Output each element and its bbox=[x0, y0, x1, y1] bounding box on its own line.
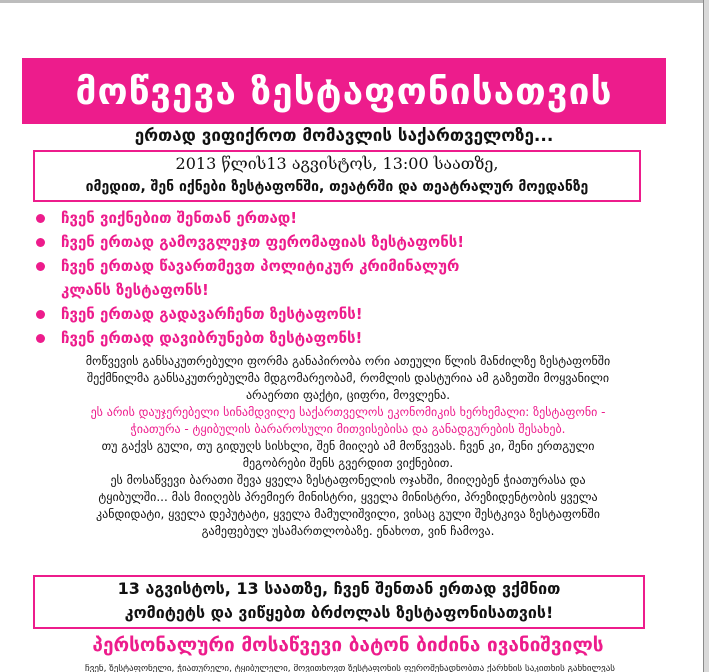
list-item bbox=[34, 206, 664, 230]
slogan-list bbox=[34, 206, 664, 350]
paragraph-line: ტყიბულში... მას მიიღებს პრემიერ მინისტრი, ყველა მინისტრი, პრეზიდენტობის ყველა bbox=[98, 490, 598, 504]
body-text bbox=[24, 353, 672, 540]
bullet-icon bbox=[36, 238, 45, 247]
list-item bbox=[34, 254, 664, 278]
slogan-text: ჩვენ ერთად წავართმევთ პოლიტიკურ კრიმინალურ bbox=[61, 257, 460, 275]
slogan-text: ჩვენ ვიქნებით შენთან ერთად! bbox=[61, 209, 298, 227]
invitation-title: პერსონალური მოსაწვევი ბატონ ბიძინა ივანიშვილს bbox=[92, 634, 604, 656]
paragraph-line: მოწვევის განსაკუთრებული ფორმა განაპირობა ორი ათეული წლის მანძილზე ზესტაფონში bbox=[85, 354, 611, 368]
slogan-text: ჩვენ ერთად გადავარჩენთ ზესტაფონს! bbox=[61, 305, 363, 323]
subtitle: ერთად ვიფიქროთ მომავლის საქართველოზე... bbox=[134, 126, 554, 146]
callout-line-1: 13 აგვისტოს, 13 საათზე, ჩვენ შენთან ერთად ვქმნით bbox=[117, 579, 561, 598]
paragraph-4 bbox=[24, 472, 672, 540]
bullet-icon bbox=[36, 310, 45, 319]
paragraph-line: შექმნილმა განსაკუთრებულმა მდგომარეობამ, რომლის დასტურია ამ გაზეთში მოყვანილი bbox=[86, 371, 610, 385]
slogan-text: კლანს ზესტაფონს! bbox=[61, 281, 209, 299]
bullet-icon bbox=[36, 334, 45, 343]
paragraph-line: თუ გაქვს გული, თუ გიდუღს სისხლი, შენ მიიღებ ამ მოწვევას. ჩვენ კი, შენი ერთგული bbox=[101, 439, 595, 453]
page-top-edge bbox=[0, 0, 703, 3]
paragraph-2 bbox=[24, 404, 672, 438]
paragraph-line: ეს არის დაუჯერებელი სინამდვილე საქართველოს ეკონომიკის ხერხემალი: ზესტაფონი - bbox=[90, 405, 606, 419]
slogan-text: ჩვენ ერთად გამოვგლეჯთ ფერომაფიას ზესტაფონს! bbox=[61, 233, 465, 251]
event-place-line: იმედით, შენ იქნები ზესტაფონში, თეატრში და თეატრალურ მოედანზე bbox=[85, 179, 589, 195]
bullet-icon bbox=[36, 262, 45, 271]
list-item bbox=[34, 326, 664, 350]
title-banner bbox=[22, 58, 666, 124]
cut-off-text: ჩვენ, ზესტაფონელი, ჭიათურელი, ტყიბულელი, მოვითხოვთ ზესტაფონის ფეროშენადნობთა ქარხნის საკითხის განხილვას bbox=[85, 664, 615, 672]
event-datetime-box bbox=[33, 150, 641, 202]
list-item bbox=[34, 230, 664, 254]
paragraph-line: მეგობრები შენს გვერდით ვიქნებით. bbox=[242, 456, 454, 470]
list-item bbox=[34, 302, 664, 326]
event-date-line: 2013 წლის13 აგვისტოს, 13:00 საათზე, bbox=[175, 154, 499, 173]
paragraph-line: გამეფებულ უსამართლობაზე. ენახოთ, ვინ ჩამოვა. bbox=[201, 524, 495, 538]
banner-title: მოწვევა ზესტაფონისათვის bbox=[75, 69, 613, 113]
paragraph-line: კანდიდატი, ყველა დეპუტატი, ყველა მამულიშვილი, ვისაც გული შესტკივა ზესტაფონში bbox=[96, 507, 600, 521]
paragraph-line: არაერთი ფაქტი, ციფრი, მოვლენა. bbox=[245, 388, 451, 402]
list-item-continuation bbox=[34, 278, 664, 302]
paragraph-1 bbox=[24, 353, 672, 404]
paragraph-3 bbox=[24, 438, 672, 472]
paragraph-line: ეს მოსაწვევი ბარათი შევა ყველა ზესტაფონელის ოჯახში, მიიღებენ ჭიათურასა და bbox=[110, 473, 586, 487]
page-right-edge bbox=[703, 0, 709, 672]
slogan-text: ჩვენ ერთად დავიბრუნებთ ზესტაფონს! bbox=[61, 329, 363, 347]
callout-box bbox=[33, 575, 645, 629]
callout-line-2: კომიტეტს და ვიწყებთ ბრძოლას ზესტაფონისათვის! bbox=[124, 603, 554, 622]
bullet-icon bbox=[36, 214, 45, 223]
paragraph-line: ჭიათურა - ტყიბულის ბარაროსული მითვისებისა და განადგურების შესახებ. bbox=[130, 422, 566, 436]
